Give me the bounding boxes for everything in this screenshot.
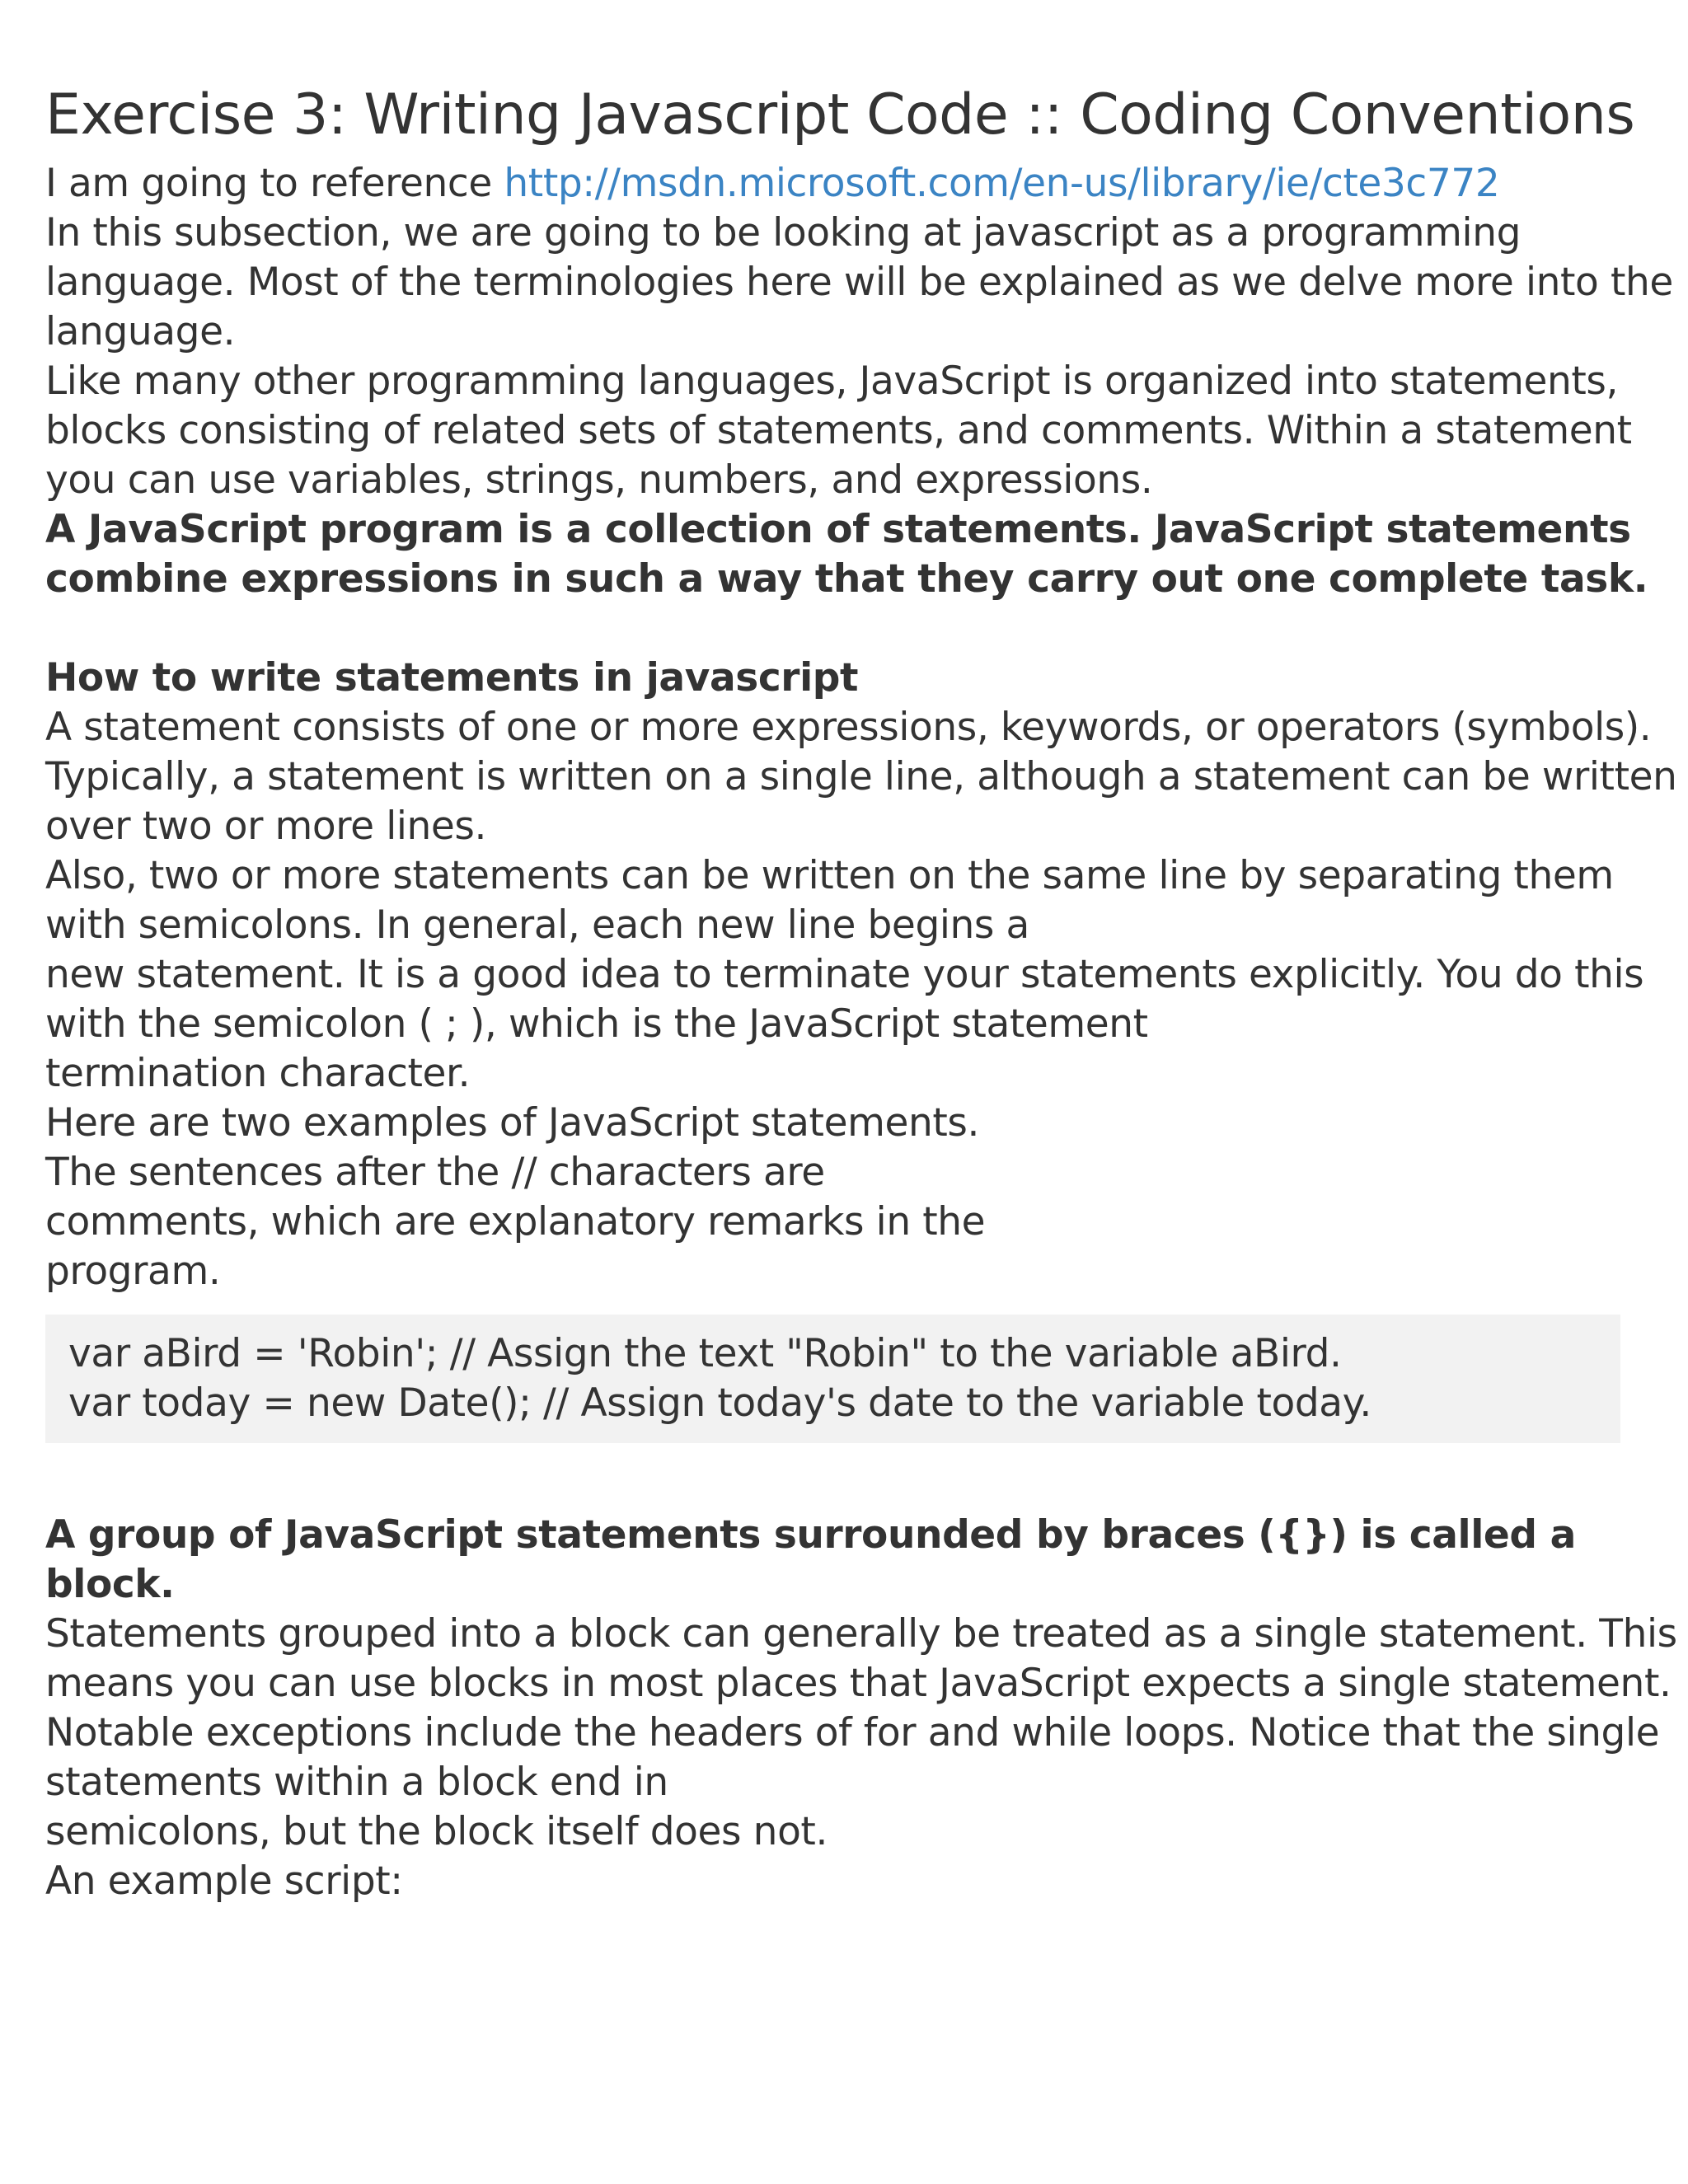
- statements-section: [45, 654, 1677, 1443]
- paragraph-line: Like many other programming languages, JavaScript is organized into statements,: [45, 359, 1619, 404]
- paragraph-line: Typically, a statement is written on a single line, although a statement can be written: [45, 754, 1677, 799]
- paragraph-line: Statements grouped into a block can generally be treated as a single statement. This: [45, 1611, 1677, 1657]
- bold-statement-line: A JavaScript program is a collection of statements. JavaScript statements: [45, 507, 1631, 552]
- paragraph-line: semicolons, but the block itself does not.: [45, 1809, 828, 1854]
- blocks-heading-line: block.: [45, 1562, 175, 1607]
- paragraph-line: with semicolons. In general, each new line begins a: [45, 902, 1029, 948]
- paragraph-line: Here are two examples of JavaScript statements.: [45, 1100, 980, 1146]
- reference-prefix: I am going to reference: [45, 161, 504, 206]
- page-title: Exercise 3: Writing Javascript Code :: Coding Conventions: [45, 82, 1635, 148]
- paragraph-line: An example script:: [45, 1858, 403, 1904]
- reference-link[interactable]: http://msdn.microsoft.com/en-us/library/ie/cte3c772: [504, 161, 1500, 206]
- document-page: [45, 78, 1677, 1906]
- paragraph-line: statements within a block end in: [45, 1760, 668, 1805]
- section-spacer: [45, 1443, 1653, 1511]
- paragraph-line: In this subsection, we are going to be looking at javascript as a programming: [45, 210, 1522, 255]
- paragraph-line: new statement. It is a good idea to terminate your statements explicitly. You do this: [45, 952, 1644, 997]
- paragraph-line: termination character.: [45, 1051, 471, 1096]
- reference-line: [45, 159, 1653, 209]
- paragraph-line: language. Most of the terminologies here will be explained as we delve more into the: [45, 260, 1673, 305]
- paragraph-line: language.: [45, 309, 236, 354]
- code-line: var aBird = 'Robin'; // Assign the text "Robin" to the variable aBird.: [68, 1331, 1342, 1376]
- blocks-section: [45, 1511, 1677, 1906]
- paragraph-line: over two or more lines.: [45, 804, 487, 849]
- bold-statement-line: combine expressions in such a way that they carry out one complete task.: [45, 556, 1648, 602]
- paragraph-line: blocks consisting of related sets of statements, and comments. Within a statement: [45, 408, 1632, 453]
- section-spacer: [45, 604, 1653, 654]
- paragraph-line: you can use variables, strings, numbers, and expressions.: [45, 457, 1153, 503]
- paragraph-line: program.: [45, 1249, 221, 1294]
- paragraph-line: A statement consists of one or more expressions, keywords, or operators (symbols).: [45, 705, 1652, 750]
- paragraph-line: Notable exceptions include the headers of for and while loops. Notice that the single: [45, 1710, 1660, 1755]
- paragraph-line: Also, two or more statements can be written on the same line by separating them: [45, 853, 1614, 898]
- code-line: var today = new Date(); // Assign today's date to the variable today.: [68, 1380, 1372, 1426]
- paragraph-line: The sentences after the // characters are: [45, 1150, 825, 1195]
- paragraph-line: comments, which are explanatory remarks in the: [45, 1199, 986, 1244]
- intro-section: [45, 159, 1673, 604]
- paragraph-line: with the semicolon ( ; ), which is the JavaScript statement: [45, 1001, 1148, 1047]
- blocks-heading-line: A group of JavaScript statements surrounded by braces ({}) is called a: [45, 1512, 1576, 1558]
- statements-heading: How to write statements in javascript: [45, 655, 859, 701]
- paragraph-line: means you can use blocks in most places that JavaScript expects a single statement.: [45, 1661, 1672, 1706]
- code-example-box: [45, 1315, 1620, 1443]
